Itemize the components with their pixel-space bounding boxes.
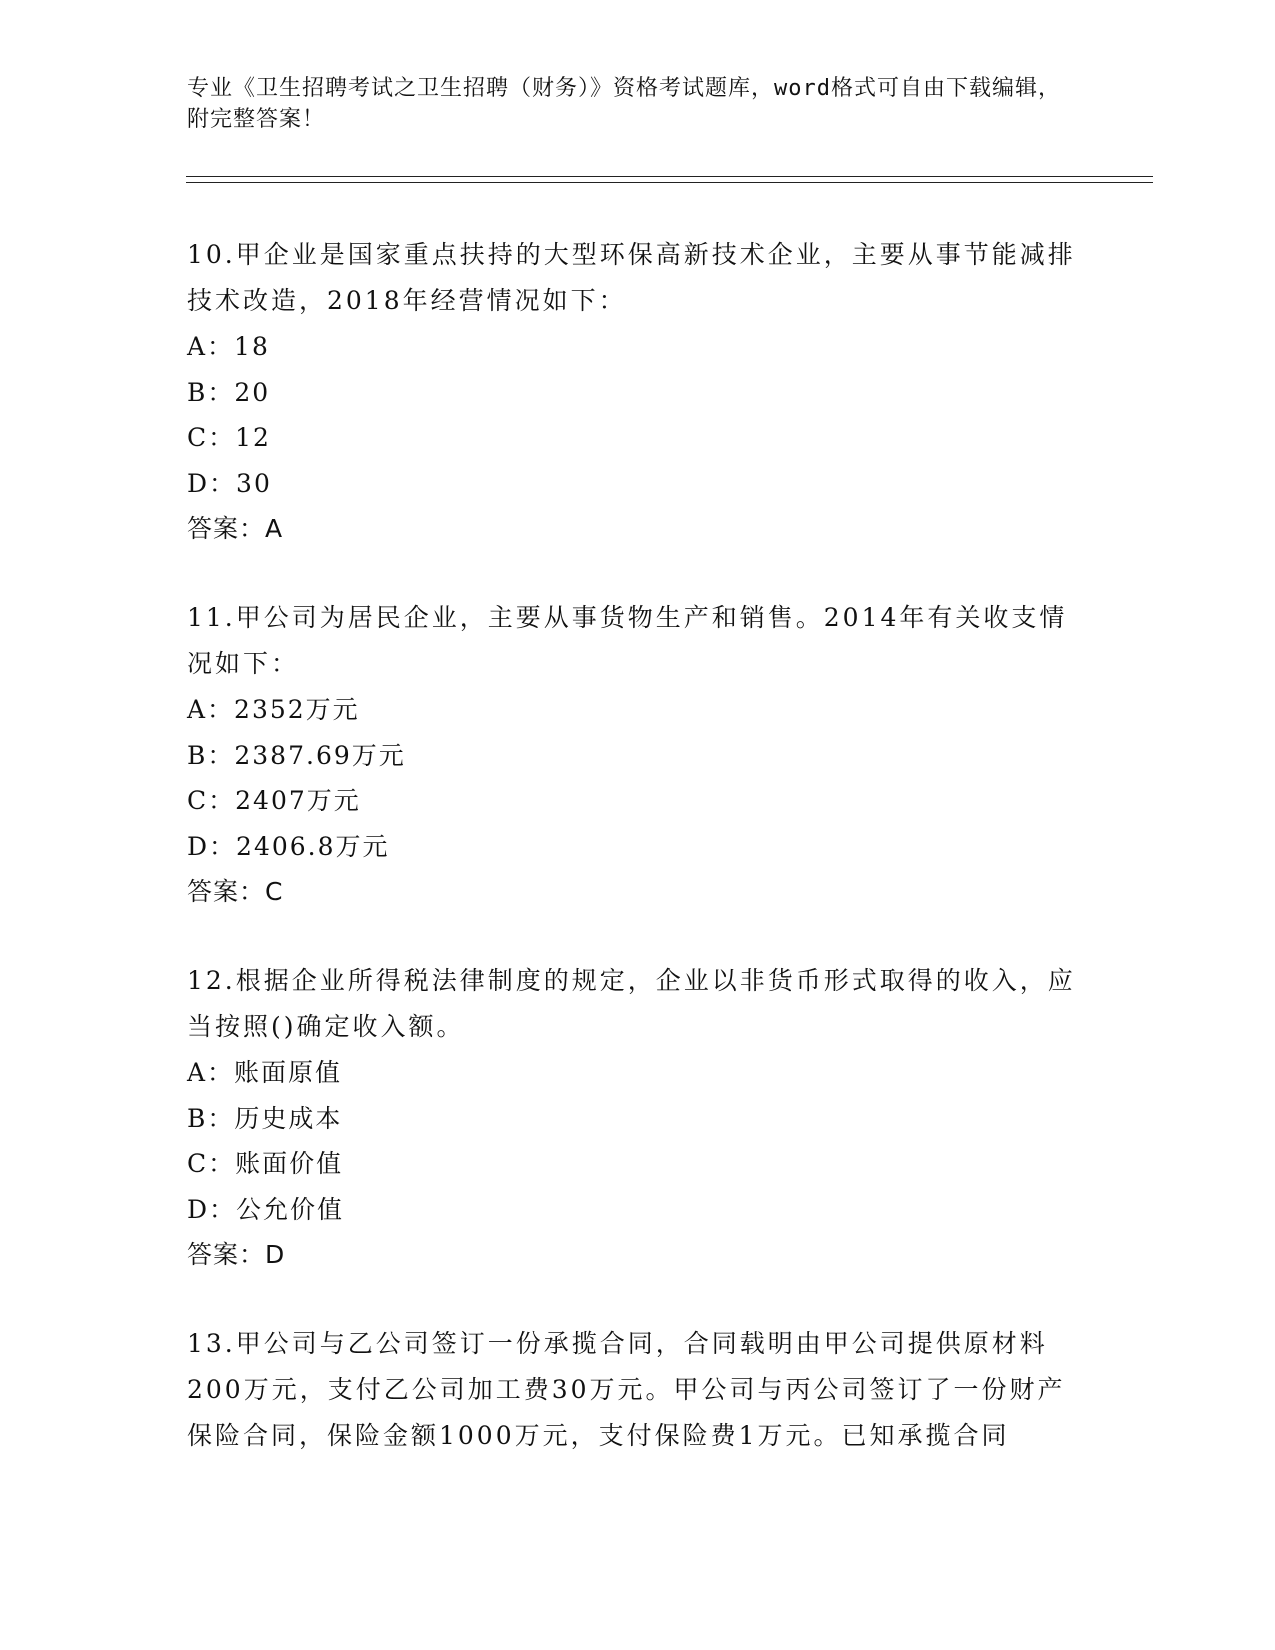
question-stem: 13.甲公司与乙公司签订一份承揽合同，合同载明由甲公司提供原材料200万元，支付乙公司加工费30万元。甲公司与丙公司签订了一份财产保险合同，保险金额1000万元，支付保险费1万元。已知承揽合同 xyxy=(187,1329,1066,1450)
option-c: C：12 xyxy=(187,423,271,452)
option-b: B：20 xyxy=(187,377,271,407)
option-a: A：2352万元 xyxy=(187,695,360,724)
question-stem: 11.甲公司为居民企业，主要从事货物生产和销售。2014年有关收支情况如下： xyxy=(187,603,1068,678)
option-a: A：18 xyxy=(187,332,270,361)
document-header: 专业《卫生招聘考试之卫生招聘（财务）》资格考试题库，word格式可自由下载编辑，附完整答案！ xyxy=(187,76,1061,132)
option-b: B：2387.69万元 xyxy=(187,740,406,770)
option-d: D：公允价值 xyxy=(187,1194,345,1224)
question-10 xyxy=(187,232,1087,552)
answer: 答案：C xyxy=(187,877,284,906)
option-a: A：账面原值 xyxy=(187,1058,343,1087)
option-d: D：2406.8万元 xyxy=(187,831,390,861)
answer: 答案：A xyxy=(187,514,284,543)
question-13 xyxy=(187,1321,1087,1459)
option-d: D：30 xyxy=(187,468,272,498)
question-12 xyxy=(187,958,1087,1278)
option-c: C：2407万元 xyxy=(187,786,361,815)
question-stem: 10.甲企业是国家重点扶持的大型环保高新技术企业，主要从事节能减排技术改造，2018年经营情况如下： xyxy=(187,240,1076,315)
question-stem: 12.根据企业所得税法律制度的规定，企业以非货币形式取得的收入，应当按照()确定收入额。 xyxy=(187,966,1076,1041)
header-divider-top xyxy=(186,176,1153,177)
header-divider-bottom xyxy=(186,182,1153,183)
question-11 xyxy=(187,595,1087,915)
answer: 答案：D xyxy=(187,1240,286,1269)
option-b: B：历史成本 xyxy=(187,1103,343,1133)
option-c: C：账面价值 xyxy=(187,1149,344,1178)
